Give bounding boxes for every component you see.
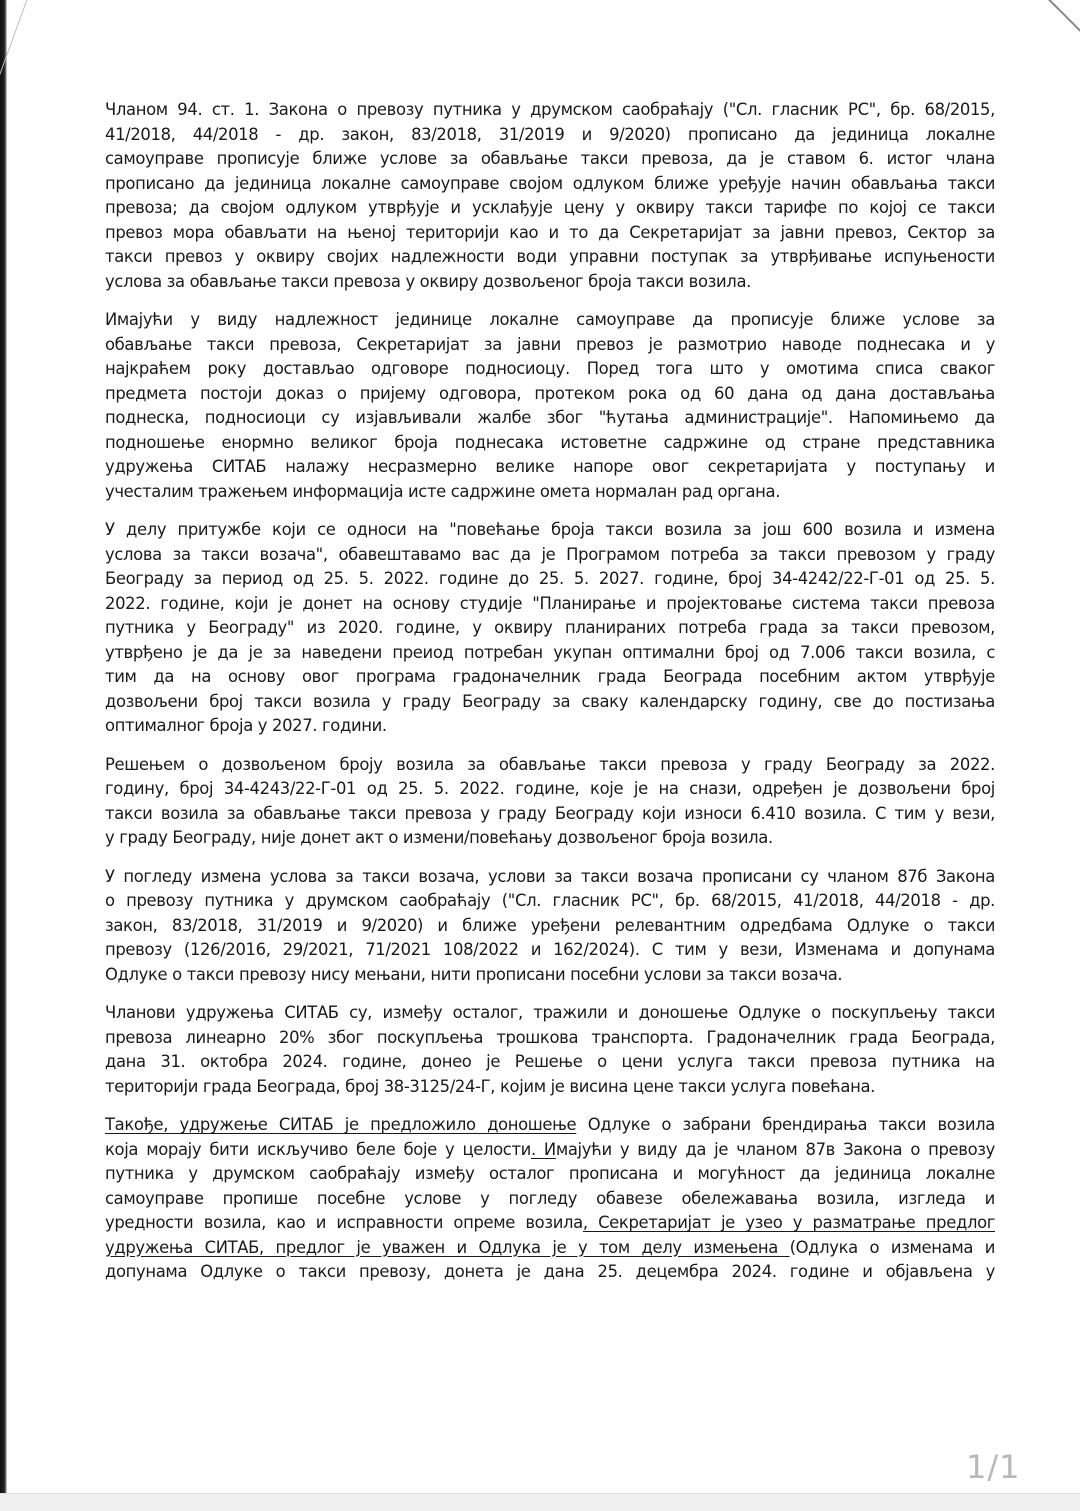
text-line: Решењем о дозвољеном броју возила за обављање такси превоза у граду Београду за 2022. xyxy=(105,754,995,774)
plain-text: путника у друмском саобраћају између осталог прописана и могућност да јединица локалне xyxy=(105,1164,995,1183)
underlined-text: удружења СИТАБ, предлог је уважен и Одлука је у том делу измењена xyxy=(105,1237,790,1257)
text-line: услова за обављање такси превоза у оквиру дозвољеног броја такси возила. xyxy=(105,271,751,291)
paragraph-permitted-number xyxy=(105,753,995,851)
text-line: оптималног броја у 2027. години. xyxy=(105,716,387,735)
text-line: Имајући у виду надлежност јединице локалне самоуправе да прописује ближе услове за xyxy=(105,310,995,329)
text-line: такси возила за обављање такси превоза у граду Београду који износи 6.410 возила. С тим у вези, xyxy=(105,803,995,823)
text-line: У погледу измена услова за такси возача, услови за такси возача прописани су чланом 87б Закона xyxy=(105,866,995,886)
scan-artifact-line xyxy=(1040,0,1080,34)
text-line: услова за такси возача", обавештавамо вас да је Програмом потреба за такси превозом у граду xyxy=(105,544,995,564)
underlined-text: . И xyxy=(530,1139,556,1159)
text-line xyxy=(105,1211,995,1236)
plain-text: (Одлука о изменама и xyxy=(789,1237,995,1257)
text-line xyxy=(105,1162,995,1187)
text-line: превоза; да својом одлуком утврђује и усклађује цену у оквиру такси тарифе по којој се такси xyxy=(105,198,995,217)
text-line: 2022. године, који је донет на основу студије "Планирање и пројектовање система такси превоза xyxy=(105,593,995,613)
text-line xyxy=(105,1138,995,1163)
text-line: најкраћем року достављао одговоре подносиоцу. Поред тога што у омотима списа сваког xyxy=(105,359,995,378)
text-line xyxy=(105,1113,995,1138)
plain-text: самоуправе пропише посебне услове у погледу обавезе обележавања возила, изгледа и xyxy=(105,1188,995,1208)
plain-text: Одлуке о забрани брендирања такси возила xyxy=(576,1115,995,1134)
plain-text: мајући у виду да је чланом 87в Закона о превозу xyxy=(555,1139,995,1159)
text-line: прописано да јединица локалне самоуправе својом одлуком ближе уређује начин обављања такси xyxy=(105,173,995,193)
text-line: такси превоз у оквиру својих надлежности води управни поступак за утврђивање испуњености xyxy=(105,247,995,266)
plain-text: допунама Одлуке о такси превозу, донета је дана 25. децембра 2024. године и објављена у xyxy=(105,1262,995,1281)
text-line: у граду Београду, није донет акт о измени/повећању дозвољеног броја возила. xyxy=(105,828,773,847)
text-line: превоз мора обављати на њеној територији као и то да Секретаријат за јавни превоз, Сектор за xyxy=(105,222,995,242)
plain-text: која морају бити искључиво беле боје у целости xyxy=(105,1139,531,1159)
paragraph-vehicle-increase xyxy=(105,518,995,739)
text-line: територији града Београда, број 38-3125/24-Г, којим је висина цене такси услуга повећана. xyxy=(105,1076,876,1096)
paragraph-competence xyxy=(105,308,995,504)
text-line: обављање такси превоза, Секретаријат за јавни превоз је размотрио наводе поднесака и у xyxy=(105,334,995,354)
text-line: о превозу путника у друмском саобраћају ("Сл. гласник РС", бр. 68/2015, 41/2018, 44/2018 - др. xyxy=(105,891,995,910)
text-line: Београду за период од 25. 5. 2022. године до 25. 5. 2027. године, број 34-4242/22-Г-01 од 25. 5. xyxy=(105,569,995,588)
text-line: подношење енормно великог броја поднесака истоветне садржине од стране представника xyxy=(105,432,995,452)
paragraph-branding-ban xyxy=(105,1113,995,1285)
text-line: годину, број 34-4243/22-Г-01 од 25. 5. 2022. године, које је на снази, одређен је дозвољени број xyxy=(105,779,995,798)
text-line: удружења СИТАБ налажу несразмерно велике напоре овог секретаријата у поступању и xyxy=(105,457,995,476)
text-line: утврђено је да је за наведени преиод потребан укупан оптимални број од 7.006 такси возила, с xyxy=(105,642,995,662)
text-line: У делу притужбе који се односи на "повећање броја такси возила за још 600 возила и измена xyxy=(105,520,995,539)
text-line: предмета постоји доказ о пријему одговора, протеком рока од 60 дана од дана достављања xyxy=(105,383,995,403)
text-line: Чланом 94. ст. 1. Закона о превозу путника у друмском саобраћају ("Сл. гласник РС", бр. 68/2015, xyxy=(105,100,995,119)
scan-shadow-left xyxy=(0,0,7,1493)
paragraph-price-increase xyxy=(105,1001,995,1099)
document-page xyxy=(105,98,995,1299)
text-line: путника у Београду" из 2020. године, у оквиру планираних потреба града за такси превозом, xyxy=(105,618,995,637)
text-line: учесталим тражењем информација исте садржине омета нормалан рад органа. xyxy=(105,481,781,501)
text-line: дана 31. октобра 2024. године, донео је Решење о цени услуга такси превоза путника на xyxy=(105,1052,995,1071)
text-line: закон, 83/2018, 31/2019 и 9/2020) и ближе уређени релевантним одредбама Одлуке о такси xyxy=(105,915,995,935)
text-line: превозу (126/2016, 29/2021, 71/2021 108/2022 и 162/2024). С тим у вези, Изменама и допунама xyxy=(105,940,995,959)
text-line xyxy=(105,1236,995,1261)
underlined-text: , Секретаријат је узео у разматрање предлог xyxy=(582,1213,996,1232)
text-line: тим да на основу овог програма градоначелник града Београда посебним актом утврђује xyxy=(105,667,995,686)
text-line: Одлуке о такси превозу нису мењани, нити прописани посебни услови за такси возача. xyxy=(105,964,843,984)
page-indicator: 1/1 xyxy=(966,1448,1021,1486)
text-line: самоуправе прописује ближе услове за обављање такси превоза, да је ставом 6. истог члана xyxy=(105,149,995,168)
text-line: дозвољени број такси возила у граду Београду за сваку календарску годину, све до постизања xyxy=(105,691,995,711)
plain-text: уредности возила, као и исправности опреме возила xyxy=(105,1213,583,1232)
text-line xyxy=(105,1260,995,1285)
text-line xyxy=(105,1187,995,1212)
viewer-bottom-bar xyxy=(0,1493,1080,1511)
text-line: Чланови удружења СИТАБ су, између осталог, тражили и доношење Одлуке о поскупљењу такси xyxy=(105,1003,995,1022)
text-line: 41/2018, 44/2018 - др. закон, 83/2018, 31/2019 и 9/2020) прописано да јединица локалне xyxy=(105,124,995,144)
underlined-text: Такође, удружење СИТАБ је предложило доношење xyxy=(105,1115,577,1134)
paragraph-legal-basis xyxy=(105,98,995,294)
text-line: поднеска, подносиоци су изјављивали жалбе због "ћутања администрације". Напомињемо да xyxy=(105,408,995,427)
text-line: превоза линеарно 20% због поскупљења трошкова транспорта. Градоначелник града Београда, xyxy=(105,1027,995,1047)
paragraph-driver-conditions xyxy=(105,865,995,988)
